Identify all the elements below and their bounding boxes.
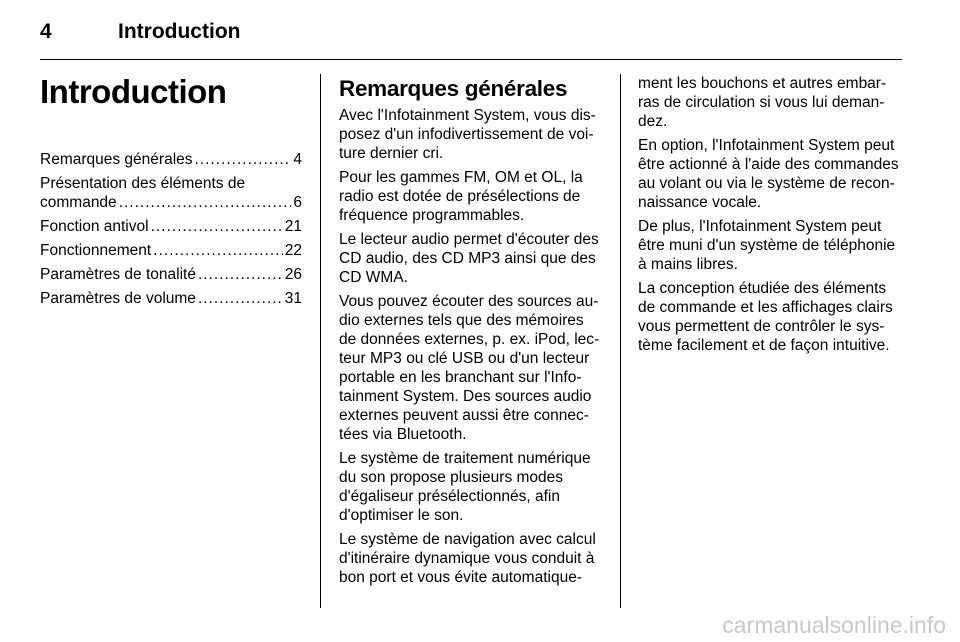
toc-item-page: 22: [284, 242, 302, 259]
body-paragraph: [339, 530, 603, 587]
paragraph-line: De plus, l'Infotainment System peut: [638, 218, 882, 235]
paragraph-line: En option, l'Infotainment System peut: [638, 137, 895, 154]
body-paragraph: [339, 230, 603, 287]
paragraph-line: fréquence programmables.: [339, 207, 525, 224]
table-of-contents: [40, 150, 302, 313]
paragraph-line: Vous pouvez écouter des sources au-: [339, 293, 599, 310]
paragraph-line: tème facilement et de façon intuitive.: [638, 337, 890, 354]
paragraph-line: tées via Bluetooth.: [339, 426, 467, 443]
paragraph-line: teur MP3 ou clé USB ou d'un lecteur: [339, 350, 590, 367]
paragraph-line: Le système de navigation avec calcul: [339, 531, 596, 548]
paragraph-line: dio externes tels que des mémoires: [339, 312, 584, 329]
running-title: Introduction: [118, 20, 241, 43]
toc-item-page: 4: [293, 151, 302, 168]
paragraph-line: de données externes, p. ex. iPod, lec-: [339, 331, 600, 348]
toc-item-parametres-tonalite[interactable]: [40, 265, 302, 284]
paragraph-line: ment les bouchons et autres embar-: [638, 75, 887, 92]
paragraph-line: radio est dotée de présélections de: [339, 188, 581, 205]
paragraph-line: ture dernier cri.: [339, 145, 444, 162]
paragraph-line: ras de circulation si vous lui deman-: [638, 94, 885, 111]
toc-item-label-line2: commande: [40, 194, 117, 211]
paragraph-line: dez.: [638, 113, 668, 130]
paragraph-line: à mains libres.: [638, 256, 738, 273]
paragraph-line: portable en les branchant sur l'Info-: [339, 369, 582, 386]
toc-item-page: 31: [284, 290, 302, 307]
body-paragraph: [339, 292, 603, 444]
toc-leader-dots: [153, 241, 283, 260]
toc-item-fonction-antivol[interactable]: [40, 217, 302, 236]
toc-item-label: Fonction antivol: [40, 218, 149, 235]
toc-item-label-line1: Présentation des éléments de: [40, 175, 246, 192]
paragraph-line: du son propose plusieurs modes: [339, 469, 564, 486]
toc-leader-dots: [119, 193, 292, 212]
toc-leader-dots: [198, 265, 283, 284]
column-divider-left: [320, 74, 321, 608]
paragraph-line: d'égaliseur présélectionnés, afin: [339, 488, 560, 505]
paragraph-line: être muni d'un système de téléphonie: [638, 237, 896, 254]
body-paragraph: [638, 279, 903, 355]
middle-paragraphs: [339, 106, 603, 587]
watermark: carmanualsonline.info: [722, 612, 946, 638]
toc-leader-dots: [195, 150, 292, 169]
toc-item-page: 6: [293, 194, 302, 211]
body-paragraph: [638, 74, 903, 131]
chapter-title: Introduction: [40, 73, 227, 110]
toc-item-page: 21: [284, 218, 302, 235]
middle-column: [339, 74, 603, 592]
paragraph-line: La conception étudiée des éléments: [638, 280, 887, 297]
body-paragraph: [638, 217, 903, 274]
header-rule: [40, 59, 902, 60]
toc-leader-dots: [198, 289, 283, 308]
toc-item-label: Paramètres de volume: [40, 290, 196, 307]
toc-item-fonctionnement[interactable]: [40, 241, 302, 260]
toc-item-parametres-volume[interactable]: [40, 289, 302, 308]
section-heading: Remarques générales: [339, 76, 568, 101]
paragraph-line: Le système de traitement numérique: [339, 450, 591, 467]
paragraph-line: Le lecteur audio permet d'écouter des: [339, 231, 599, 248]
paragraph-line: Avec l'Infotainment System, vous dis-: [339, 107, 596, 124]
paragraph-line: bon port et vous évite automatique-: [339, 569, 582, 586]
paragraph-line: d'optimiser le son.: [339, 507, 464, 524]
paragraph-line: au volant ou via le système de recon-: [638, 175, 895, 192]
body-paragraph: [339, 449, 603, 525]
paragraph-line: être actionné à l'aide des commandes: [638, 156, 899, 173]
body-paragraph: [339, 106, 603, 163]
toc-item-presentation-elements-commande[interactable]: [40, 174, 302, 212]
paragraph-line: CD WMA.: [339, 269, 408, 286]
page-number: 4: [40, 20, 52, 43]
right-column: [638, 74, 903, 360]
toc-item-label: Remarques générales: [40, 151, 193, 168]
paragraph-line: posez d'un infodivertissement de voi-: [339, 126, 594, 143]
paragraph-line: Pour les gammes FM, OM et OL, la: [339, 169, 583, 186]
toc-item-page: 26: [284, 266, 302, 283]
paragraph-line: de commande et les affichages clairs: [638, 299, 893, 316]
paragraph-line: naissance vocale.: [638, 194, 762, 211]
toc-item-label: Fonctionnement: [40, 242, 152, 259]
column-divider-right: [620, 74, 621, 608]
body-paragraph: [339, 168, 603, 225]
toc-item-label: Paramètres de tonalité: [40, 266, 196, 283]
paragraph-line: vous permettent de contrôler le sys-: [638, 318, 885, 335]
paragraph-line: CD audio, des CD MP3 ainsi que des: [339, 250, 596, 267]
paragraph-line: tainment System. Des sources audio: [339, 388, 592, 405]
body-paragraph: [638, 136, 903, 212]
toc-leader-dots: [151, 217, 283, 236]
paragraph-line: externes peuvent aussi être connec-: [339, 407, 589, 424]
right-paragraphs: [638, 74, 903, 355]
toc-item-remarques-generales[interactable]: [40, 150, 302, 169]
paragraph-line: d'itinéraire dynamique vous conduit à: [339, 550, 595, 567]
